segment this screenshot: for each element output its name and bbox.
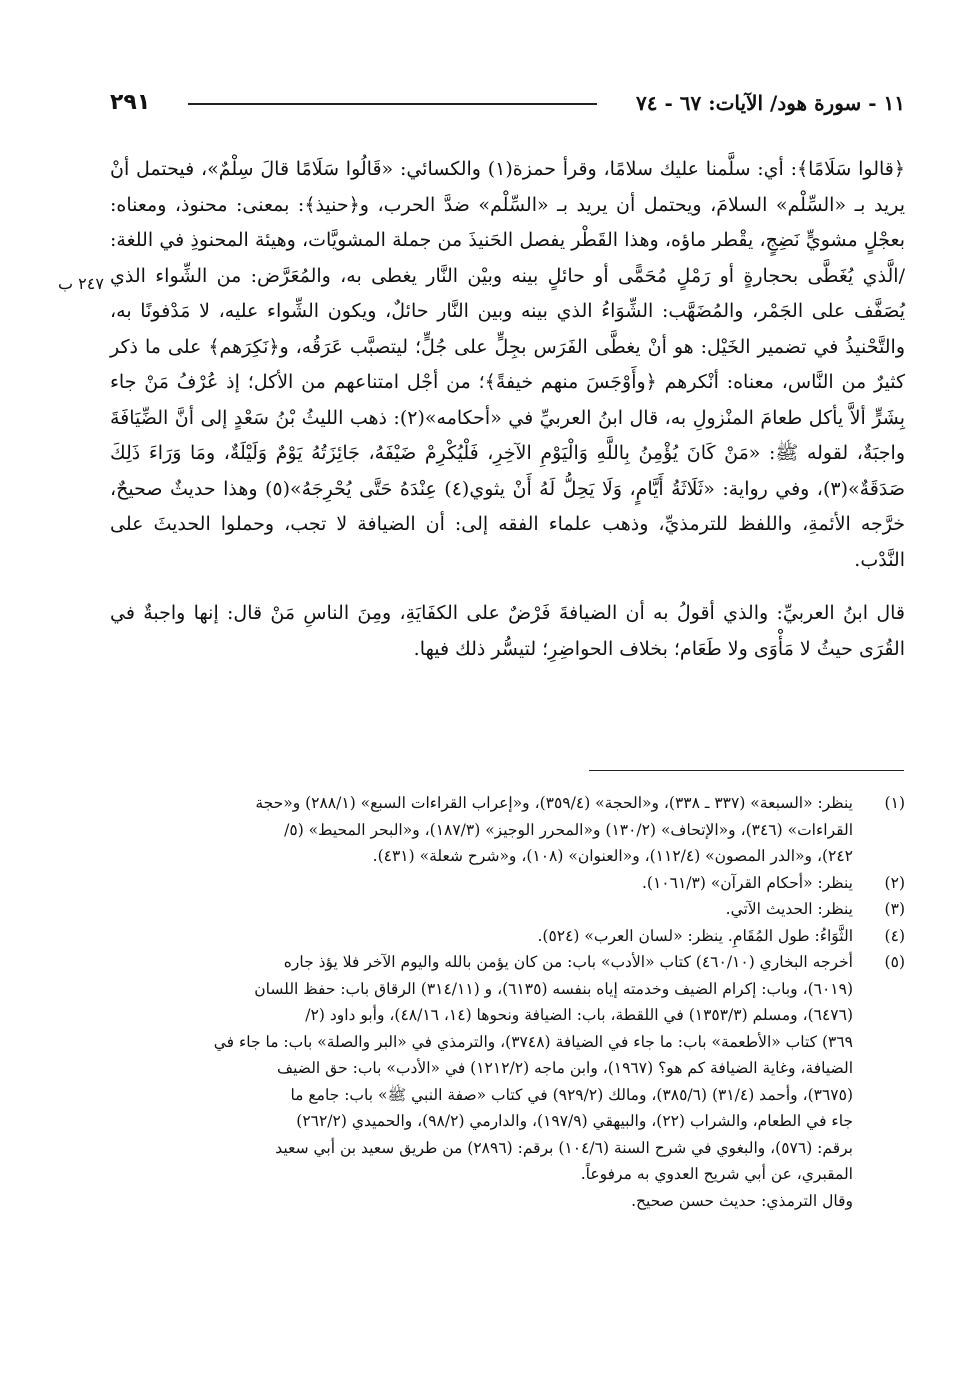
- footnote-line: ينظر: «أحكام القرآن» (١٠٦١/٣).: [642, 873, 853, 892]
- footnote-text: [110, 949, 853, 1214]
- footnote-line: ٣٦٩) كتاب «الأطعمة» باب: ما جاء في الضيافة (٣٧٤٨)، والترمذي في «البر والصلة» باب: ما جاء في: [213, 1032, 853, 1051]
- running-title: ١١ - سورة هود/ الآيات: ٦٧ - ٧٤: [636, 91, 905, 115]
- footnote-line: القراءات» (٣٤٦)، و«الإتحاف» (١٣٠/٢) و«المحرر الوجيز» (١٨٧/٣)، و«البحر المحيط» (٥/: [284, 820, 853, 839]
- paragraph: ﴿قالوا سَلَامًا﴾: أي: سلَّمنا عليك سلامًا، وقرأ حمزة(١) والكسائي: «قَالُوا سَلَامًا قالَ سِلْمٌ»، فيحتمل أنْ يريد بـ «السِّلْم» السلامَ، ويحتمل أن يريد بـ «السِّلْم» ضدَّ الحرب، و﴿حنيذ﴾: بمعنى: محنوذ، ومعناه: بعجْلٍ مشويٍّ نَضِجٍ، يقْطر ماؤه، وهذا القَطْر يفصل الحَنيذَ من جملة المشويَّات، وهيئة المحنوذِ في اللغة: /الَّذي يُغَطَّى بحجارةٍ أو رَمْلٍ مُحَمًّى أو حائلٍ بينه وبيْن النَّار يغطى به، والمُعَرَّض: من الشِّواء الذي يُصَفَّف على الجَمْر، والمُضَهَّب: الشِّوَاءُ الذي بينه وبين النَّار حائلٌ، ويكون الشِّواء عليه، لا مَدْفونًا به، والتَّحْنيذُ في تضمير الخَيْل: هو أنْ يغطَّى الفَرَس بجِلٍّ على جُلٍّ؛ ليتصبَّب عَرَقُه، و﴿نَكِرَهم﴾ على ما ذكر كثيرٌ من النَّاس، معناه: أنْكرهم ﴿وأَوْجَسَ منهم خيفةً﴾؛ من أجْل امتناعهم من الأكل؛ إذ عُرْفُ مَنْ جاء بِشَرٍّ ألاَّ يأكل طعامَ المنْزولِ به، قال ابنُ العربيِّ في «أحكامه»(٢): ذهب الليثُ بْنُ سَعْدٍ إلى أنَّ الضِّيَافَةَ واجبَةٌ، لقوله ﷺ: «مَنْ كَانَ يُؤْمِنُ بِاللَّهِ وَالْيَوْمِ الآخِرِ، فَلْيُكْرِمْ ضَيْفَهُ، جَائِزَتُهُ يَوْمٌ وَلَيْلَةٌ، ومَا وَرَاءَ ذَلِكَ صَدَقَةٌ»(٣)، وفي رواية: «ثَلَاثَةُ أَيَّامٍ، وَلَا يَحِلُّ لَهُ أَنْ يثوي(٤) عِنْدَهُ حَتَّى يُحْرِجَهُ»(٥) وهذا حديثٌ صحيحٌ، خرَّجه الأئمةِ، واللفظ للترمذيِّ، وذهب علماء الفقه إلى: أن الضيافة لا تجب، وحملوا الحديثَ على النَّدْب.: [110, 158, 906, 571]
- footnote-number: (٣): [884, 900, 905, 918]
- footnote-line: الثَّوَاءُ: طول المُقَامِ. ينظر: «لسان العرب» (٥٢٤).: [537, 926, 853, 945]
- footnote-text: [110, 790, 853, 870]
- footnote-line: (٦٠١٩)، وباب: إكرام الضيف وخدمته إياه بنفسه (٦١٣٥)، و (٣١٤/١١) الرقاق باب: حفظ اللسان: [254, 979, 853, 998]
- margin-folio-note: ٢٤٧ ب: [58, 274, 104, 293]
- footnote-line: (٦٤٧٦)، ومسلم (١٣٥٣/٣) في اللقطة، باب: الضيافة ونحوها (١٤، ٤٨/١٦)، وأبو داود (٢/: [305, 1006, 853, 1024]
- footnote-line: ينظر: «السبعة» (٣٣٧ ـ ٣٣٨)، و«الحجة» (٣٥٩/٤)، و«إعراب القراءات السبع» (٢٨٨/١) و«حجة: [255, 794, 853, 812]
- paragraph-gap: [110, 578, 905, 596]
- footnote-separator: [589, 770, 904, 771]
- footnote-number: (٤): [884, 926, 905, 945]
- page-header: [110, 88, 905, 122]
- footnote-number: (١): [884, 794, 905, 812]
- footnote-item: [110, 870, 905, 897]
- main-text: [110, 152, 905, 667]
- footnote-item: [110, 790, 905, 870]
- page-number: ٢٩١: [110, 90, 151, 115]
- footnote-line: (٣٦٧٥)، وأحمد (٣١/٤) (٣٨٥/٦)، ومالك (٩٢٩/٢) في كتاب «صفة النبي ﷺ» باب: جامع ما: [290, 1085, 853, 1104]
- paragraph: قال ابنُ العربيِّ: والذي أقولُ به أن الضيافةَ فَرْضٌ على الكفَايَةِ، ومِنَ الناسِ مَنْ قال: إنها واجبةٌ في القُرَى حيثُ لا مَأْوَى ولا طَعَام؛ بخلاف الحواضِرِ؛ لتيسُّر ذلك فيها.: [110, 602, 905, 660]
- footnote-line: برقم: (٥٧٦)، والبغوي في شرح السنة (١٠٤/٦) برقم: (٢٨٩٦) من طريق سعيد بن أبي سعيد: [275, 1138, 853, 1157]
- footnote-line: وقال الترمذي: حديث حسن صحيح.: [631, 1191, 853, 1210]
- footnote-number: (٥): [884, 953, 905, 971]
- footnote-line: المقبري، عن أبي شريح العدوي به مرفوعاً.: [580, 1165, 853, 1183]
- footnotes: [110, 790, 905, 1214]
- footnote-line: الضيافة، وغاية الضيافة كم هو؟ (١٩٦٧)، وابن ماجه (١٢١٢/٢) في «الأدب» باب: حق الضيف: [277, 1059, 853, 1077]
- footnote-item: [110, 949, 905, 1214]
- footnote-line: جاء في الطعام، والشراب (٢٢)، والبيهقي (١٩٧/٩)، والدارمي (٩٨/٢)، والحميدي (٢٦٢/٢): [296, 1112, 853, 1130]
- footnote-line: أخرجه البخاري (٤٦٠/١٠) كتاب «الأدب» باب: من كان يؤمن بالله واليوم الآخر فلا يؤذ جاره: [283, 953, 853, 971]
- footnote-item: [110, 896, 905, 923]
- footnote-text: [110, 923, 853, 950]
- footnote-number: (٢): [884, 873, 905, 892]
- footnote-text: [110, 896, 853, 923]
- header-rule: [188, 103, 597, 105]
- footnote-item: [110, 923, 905, 950]
- footnote-line: ينظر: الحديث الآتي.: [725, 900, 853, 918]
- footnote-text: [110, 870, 853, 897]
- footnote-line: ٢٤٢)، و«الدر المصون» (١١٢/٤)، و«العنوان» (١٠٨)، و«شرح شعلة» (٤٣١).: [372, 847, 853, 865]
